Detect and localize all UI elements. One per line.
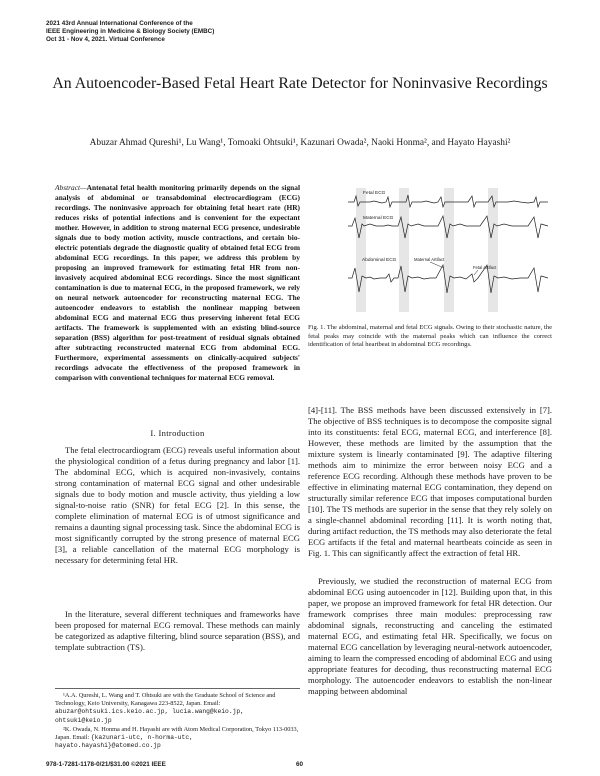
abstract-lead: Abstract— [55,183,87,192]
page-number: 60 [296,761,304,768]
figure-1-caption: Fig. 1. The abdominal, maternal and fetal ECG signals. Owing to their stochastic nature, the fetal peaks may coincide with the maternal peaks which can influence the correct identification of fetal heartbeat in abdominal ECG recordings. [308,324,552,349]
fetal-artifact-arrow [474,270,478,275]
intro-paragraph-1: The fetal electrocardiogram (ECG) reveals useful information about the physiological condition of a fetus during pregnancy and labor [1]. The abdominal ECG, which is acquired non-invasively, contains strong contamination of maternal ECG signal and other undesirable signals due to body motion and muscle activity, thus yielding a low signal-to-noise ratio (SNR) for fetal ECG [2]. In this sense, the complete elimination of maternal ECG is of utmost significance and remains a daunting signal processing task. Since the abdominal ECG is most significantly corrupted by the strong presence of maternal ECG [3], a reliable cancellation of the maternal ECG morphology is necessary for determining fetal HR. [55,445,300,565]
maternal-artifact-arrow [430,262,444,268]
right-paragraph-1: [4]-[11]. The BSS methods have been discussed extensively in [7]. The objective of BSS techniques is to decompose the composite signal into its constituents: fetal ECG, maternal ECG, and interference [8]. However, these methods are limited by the assumption that the mixture system is linearly contaminated [9]. The adaptive filtering methods aim to minimize the error between noisy ECG and a reference ECG recording. Although these methods have proven to be effective in eliminating maternal ECG contamination, they depend on structurally similar reference ECG that imposes computational burden [10]. The TS methods are superior in the sense that they rely solely on a single-channel abdominal recording [11]. It is worth noting that, during artifact reduction, the TS methods may also deteriorate the fetal ECG artifacts if the fetal and maternal heartbeats coincide as seen in Fig. 1. This can significantly affect the extraction of fetal HR. [308,405,552,558]
author-list: Abuzar Ahmad Qureshi¹, Lu Wang¹, Tomoaki Ohtsuki¹, Kazunari Owada², Naoki Honma², and Hayato Hayashi² [89,138,511,148]
fetal-ecg-label: Fetal ECG [363,191,386,196]
footnotes [55,688,300,751]
header-line-2: IEEE Engineering in Medicine & Biology Society (EMBC) [46,28,215,36]
beat-band-3 [444,188,454,312]
footnote-2-email: {kazunari-utc, n-horma-utc, hayato.hayashi}@atomed.co.jp [55,734,193,750]
fetal-artifact-label: Fetal Artifact [473,265,497,270]
abstract-text: Antenatal fetal health monitoring primarily depends on the signal analysis of abdominal or transabdominal electrocardiogram (ECG) recordings. The noninvasive approach for obtaining fetal heart rate (HR) reduces risks of potential infections and is convenient for the expectant mother. However, in addition to strong maternal ECG presence, undesirable signals due to body motion activity, muscle contractions, and certain bio-electric potentials degrade the diagnostic quality of obtained fetal ECG from abdominal ECG recordings. In this paper, we address this problem by proposing an improved framework for estimating fetal HR from non-invasively acquired abdominal ECG recordings. Since the most significant contamination is due to maternal ECG, in the proposed framework, we rely on neural network autoencoder for reconstructing maternal ECG. The autoencoder endeavors to establish the nonlinear mapping between abdominal ECG and maternal ECG thus preserving inherent fetal ECG artifacts. The framework is supplemented with an existing blind-source separation (BSS) algorithm for post-treatment of residual signals obtained after subtracting reconstructed maternal ECG from abdominal ECG. Furthermore, experimental assessments on clinically-acquired subjects' recordings advocate the effectiveness of the proposed framework in comparison with conventional techniques for maternal ECG removal. [55,183,300,382]
abstract [55,183,300,383]
footnote-1-email: abuzar@ohtsuki.ics.keio.ac.jp, lucia.wang@keio.jp, ohtsuki@keio.jp [55,708,244,724]
beat-band-1 [356,188,366,312]
section-heading-introduction: I. Introduction [150,428,205,438]
footnote-1: ¹A.A. Qureshi, L. Wang and T. Ohtsuki are with the Graduate School of Science and Technology, Keio University, Kanagawa 223-8522, Japan. Email: abuzar@ohtsuki.ics.keio.ac.jp, lucia.wang@keio.jp, ohtsuki@keio.jp [55,692,276,724]
paper-title: An Autoencoder-Based Fetal Heart Rate Detector for Noninvasive Recordings [52,75,548,92]
intro-paragraph-2: In the literature, several different techniques and frameworks have been proposed for maternal ECG removal. These methods can mainly be categorized as adaptive filtering, blind source separation (BSS), and template subtraction (TS). [55,609,300,652]
maternal-artifact-label: Maternal Artifact [414,257,445,262]
footnote-2: ²K. Owada, N. Honma and H. Hayashi are with Atom Medical Corporation, Tokyo 113-0033, Japan. Email: {kazunari-utc, n-horma-utc, hayato.hayashi}@atomed.co.jp [55,725,299,750]
ecg-figure-svg [308,180,552,320]
header-line-1: 2021 43rd Annual International Conference of the [46,20,193,27]
abdominal-ecg-label: Abdominal ECG [362,258,397,263]
footer-isbn: 978-1-7281-1178-0/21/$31.00 ©2021 IEEE [46,761,166,768]
beat-band-4 [488,188,498,312]
header-line-3: Oct 31 - Nov 4, 2021. Virtual Conference [46,36,165,44]
maternal-ecg-label: Maternal ECG [363,216,394,221]
beat-band-2 [399,188,409,312]
figure-1-ecg-signals [308,180,552,320]
right-paragraph-2: Previously, we studied the reconstruction of maternal ECG from abdominal ECG using autoencoder in [12]. Building upon that, in this paper, we propose an improved framework for fetal HR detection. Our framework comprises three main modules: preprocessing raw abdominal signals, reconstructing and canceling the estimated maternal ECG, and estimating fetal HR. Specifically, we focus on maternal ECG cancellation by leveraging neural-network autoencoder, aiming to learn the compressed encoding of abdominal ECG and using appropriate features for decoding, thus reconstructing maternal ECG morphology. The autoencoder endeavors to establish the non-linear mapping between abdominal [308,576,552,696]
conference-header [46,20,346,45]
